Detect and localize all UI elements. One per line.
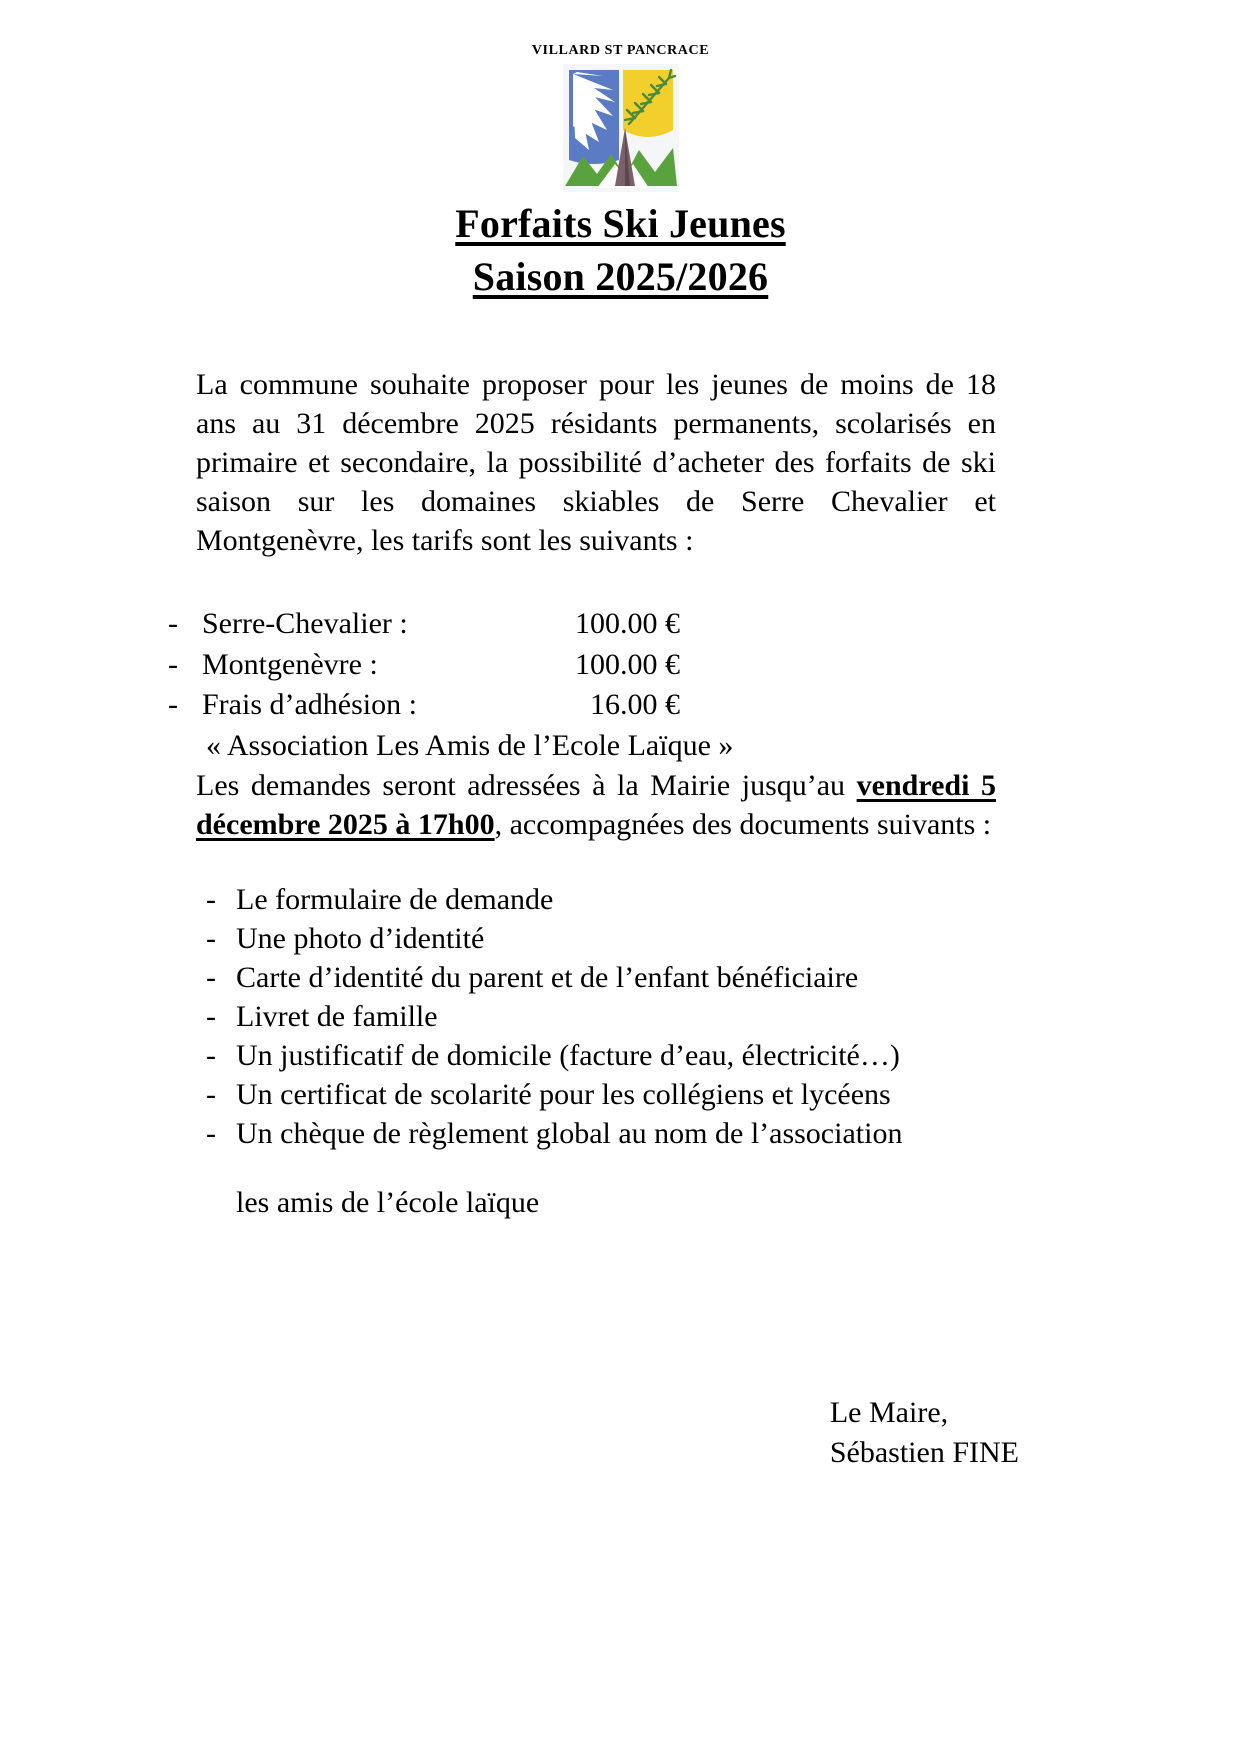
commune-name-label: VILLARD ST PANCRACE xyxy=(531,43,710,58)
list-item xyxy=(206,880,996,919)
required-documents-list xyxy=(196,880,996,1153)
list-item-label: Une photo d’identité xyxy=(236,922,485,955)
list-dash: - xyxy=(206,922,216,955)
list-item-label: Un certificat de scolarité pour les collégiens et lycéens xyxy=(236,1078,891,1111)
price-row xyxy=(168,685,996,726)
price-label: Montgenèvre : xyxy=(202,647,378,681)
signature-name: Sébastien FINE xyxy=(829,1435,1019,1469)
signature-block xyxy=(830,1393,1019,1473)
list-dash: - xyxy=(206,1078,216,1111)
list-dash: - xyxy=(206,961,216,994)
coat-of-arms-icon xyxy=(563,64,679,192)
list-item-label: Le formulaire de demande xyxy=(236,883,554,916)
title-line-2: Saison 2025/2026 xyxy=(472,253,769,299)
list-item xyxy=(206,1114,996,1153)
list-dash: - xyxy=(206,1117,216,1150)
list-dash: - xyxy=(206,1039,216,1072)
deadline-paragraph xyxy=(196,766,996,844)
price-row xyxy=(168,645,996,686)
list-dash: - xyxy=(168,647,178,681)
page-title xyxy=(0,198,1241,304)
list-item-continuation: les amis de l’école laïque xyxy=(236,1186,540,1219)
list-item-label: Carte d’identité du parent et de l’enfant bénéficiaire xyxy=(236,961,859,994)
price-value: 100.00 € xyxy=(575,647,680,681)
association-note: « Association Les Amis de l’Ecole Laïque » xyxy=(206,728,734,762)
price-label: Frais d’adhésion : xyxy=(202,688,417,721)
list-dash: - xyxy=(168,607,178,640)
list-item-label: Un justificatif de domicile (facture d’eau, électricité…) xyxy=(236,1039,900,1072)
list-dash: - xyxy=(168,688,178,721)
price-value: 16.00 € xyxy=(590,688,680,721)
list-item-label: Livret de famille xyxy=(236,1000,438,1033)
list-dash: - xyxy=(206,883,216,916)
commune-header xyxy=(0,44,1241,197)
deadline-tail: , accompagnées des documents suivants : xyxy=(494,808,992,841)
price-label: Serre-Chevalier : xyxy=(202,607,408,640)
list-item-label: Un chèque de règlement global au nom de l’association xyxy=(236,1117,903,1150)
title-line-1: Forfaits Ski Jeunes xyxy=(455,201,786,246)
deadline-lead: Les demandes seront adressées à la Mairie jusqu’au xyxy=(196,769,857,802)
price-value: 100.00 € xyxy=(575,607,680,640)
document-body xyxy=(168,365,996,1252)
price-row xyxy=(168,604,996,645)
list-dash: - xyxy=(206,1000,216,1033)
list-item xyxy=(206,919,996,958)
deadline-emphasis: vendredi 5 décembre 2025 à 17h00 xyxy=(196,769,996,841)
list-item xyxy=(206,1075,996,1114)
list-item xyxy=(206,1036,996,1075)
list-item xyxy=(206,958,996,997)
price-list xyxy=(168,604,996,726)
list-item xyxy=(206,997,996,1036)
intro-paragraph: La commune souhaite proposer pour les jeunes de moins de 18 ans au 31 décembre 2025 résidants permanents, scolarisés en primaire et secondaire, la possibilité d’acheter des forfaits de ski saison sur les domaines skiables de Serre Chevalier et Montgenèvre, les tarifs sont les suivants : xyxy=(196,368,996,557)
signature-role: Le Maire, xyxy=(829,1396,949,1429)
